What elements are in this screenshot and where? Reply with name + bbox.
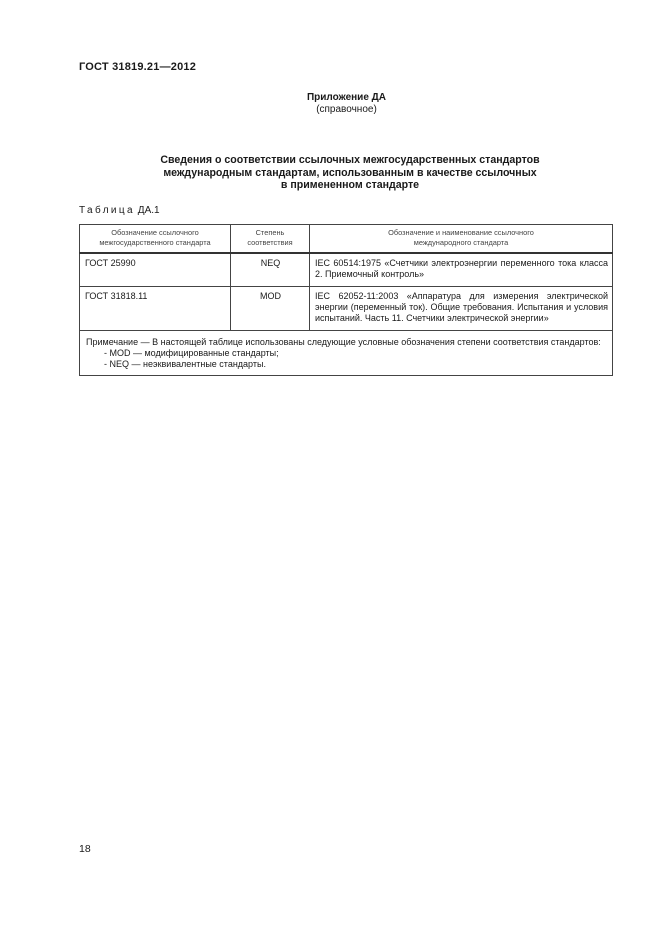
cell-international: IEC 62052-11:2003 «Аппаратура для измерения электрической энергии (переменный ток). Общие требования. Испытания и условия испытаний. Часть 11. Счетчики электрической энергии»	[310, 287, 613, 331]
correspondence-table	[79, 224, 613, 376]
header-interstate-line-1: Обозначение ссылочного	[111, 228, 199, 237]
note-item-neq: - NEQ — неэквивалентные стандарты.	[104, 359, 266, 369]
note-item-mod: - MOD — модифицированные стандарты;	[104, 348, 279, 358]
appendix-subtitle: (справочное)	[316, 104, 377, 115]
document-title-line-1: Сведения о соответствии ссылочных межгосударственных стандартов	[160, 154, 540, 166]
cell-degree: NEQ	[231, 253, 310, 287]
header-interstate-standard	[80, 225, 231, 254]
table-row	[80, 287, 613, 331]
standard-code: ГОСТ 31819.21—2012	[79, 61, 197, 73]
header-international-line-1: Обозначение и наименование ссылочного	[388, 228, 534, 237]
page-number: 18	[79, 843, 91, 855]
note-text	[86, 337, 606, 348]
note-body: — В настоящей таблице использованы следующие условные обозначения степени соответствия стандартов:	[138, 337, 601, 347]
cell-degree: MOD	[231, 287, 310, 331]
cell-interstate: ГОСТ 25990	[80, 253, 231, 287]
header-degree-line-1: Степень	[255, 228, 285, 237]
table-caption-number: ДА.1	[137, 205, 160, 216]
table-header-row	[80, 225, 613, 254]
header-international-standard	[310, 225, 613, 254]
table-caption-label: Таблица	[79, 205, 136, 216]
appendix-title: Приложение ДА	[306, 92, 387, 103]
header-international-line-2: международного стандарта	[413, 238, 509, 247]
document-title-line-3: в примененном стандарте	[280, 179, 420, 192]
table-note-row	[80, 331, 613, 376]
cell-international: IEC 60514:1975 «Счетчики электроэнергии переменного тока класса 2. Приемочный контроль»	[310, 253, 613, 287]
cell-interstate: ГОСТ 31818.11	[80, 287, 231, 331]
table-caption	[79, 205, 160, 216]
header-degree-line-2: соответствия	[247, 238, 293, 247]
document-title-line-2: международным стандартам, использованным в качестве ссылочных	[163, 166, 537, 179]
note-label: Примечание	[86, 337, 139, 347]
header-degree	[231, 225, 310, 254]
table-row	[80, 253, 613, 287]
document-title	[110, 154, 590, 192]
table-note	[80, 331, 613, 376]
appendix-heading	[0, 92, 661, 116]
header-interstate-line-2: межгосударственного стандарта	[99, 238, 211, 247]
